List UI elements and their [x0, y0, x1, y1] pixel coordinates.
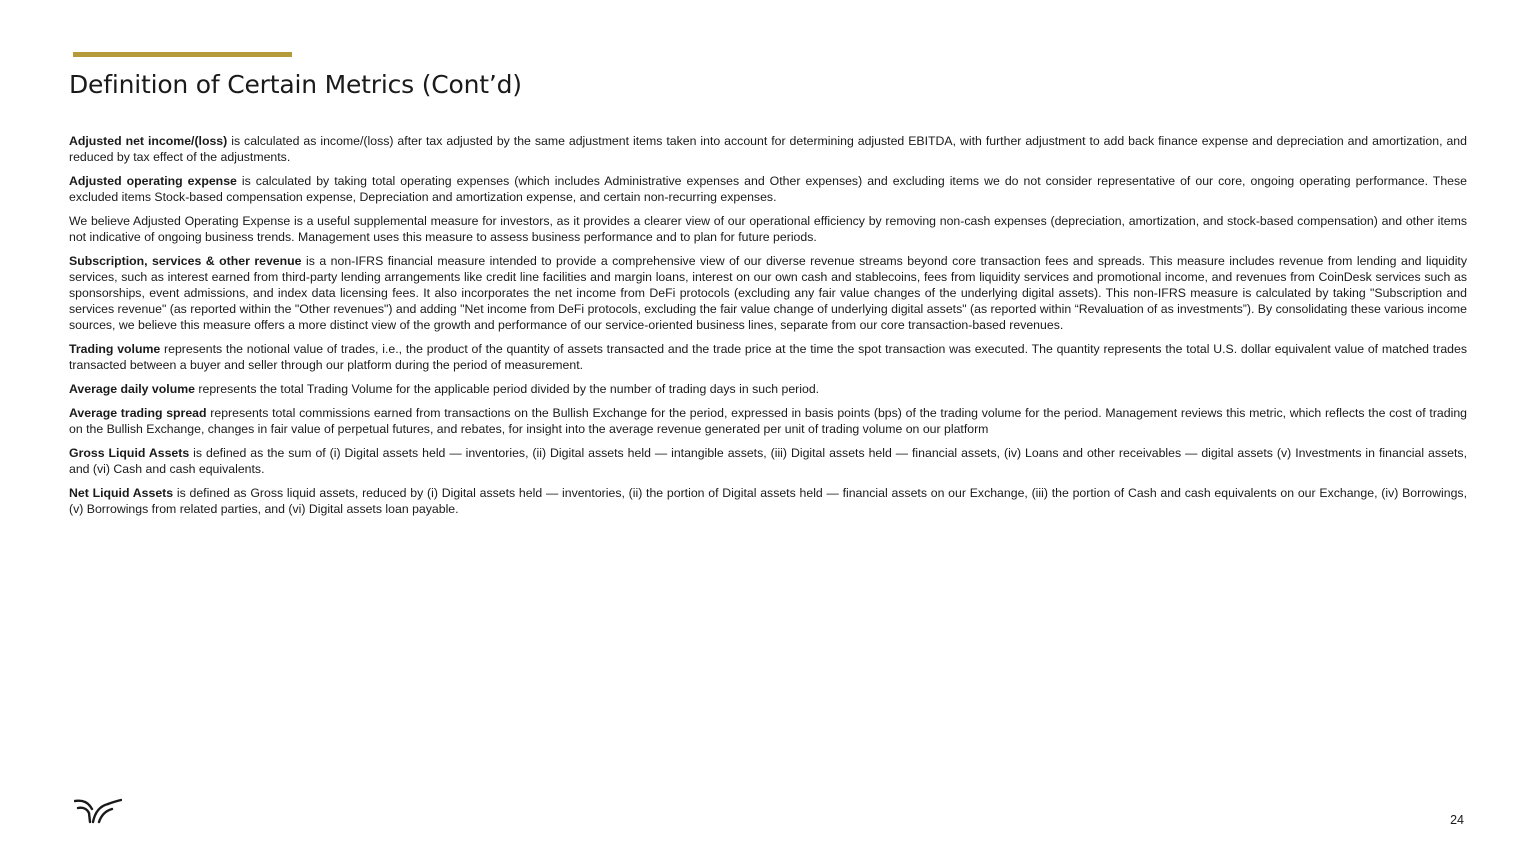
- definition-text: is calculated as income/(loss) after tax adjusted by the same adjustment items taken into account for determining adjusted EBITDA, with further adjustment to add back finance expense and depreciation and amortization, and reduced by tax effect of the adjustments.: [69, 134, 1467, 164]
- definition-term: Net Liquid Assets: [69, 486, 174, 500]
- definition-paragraph: [69, 445, 1467, 477]
- page-number: 24: [1450, 813, 1464, 827]
- definition-paragraph: [69, 341, 1467, 373]
- definition-term: Adjusted operating expense: [69, 174, 237, 188]
- definition-term: Trading volume: [69, 342, 161, 356]
- definition-text: is calculated by taking total operating expenses (which includes Administrative expenses and Other expenses) and excluding items we do not consider representative of our core, ongoing operating performance. These excluded items Stock-based compensation expense, Depreciation and amortization expense, and certain non-recurring expenses.: [69, 174, 1467, 204]
- definition-term: Average trading spread: [69, 406, 207, 420]
- definition-text: represents the notional value of trades, i.e., the product of the quantity of assets transacted and the trade price at the time the spot transaction was executed. The quantity represents the total U.S. dollar equivalent value of matched trades transacted between a buyer and seller through our platform during the period of measurement.: [69, 342, 1467, 372]
- page-title: Definition of Certain Metrics (Cont’d): [69, 70, 522, 99]
- definition-text: represents total commissions earned from transactions on the Bullish Exchange for the period, expressed in basis points (bps) of the trading volume for the period. Management reviews this metric, which reflects the cost of trading on the Bullish Exchange, changes in fair value of perpetual futures, and rebates, for insight into the average revenue generated per unit of trading volume on our platform: [69, 406, 1468, 436]
- title-accent-bar: [73, 52, 292, 57]
- definition-text: is a non-IFRS financial measure intended to provide a comprehensive view of our diverse revenue streams beyond core transaction fees and spreads. This measure includes revenue from lending and liquidity services, such as interest earned from third-party lending arrangements like credit line facilities and margin loans, interest on our own cash and stablecoins, fees from liquidity services and promotional income, and revenues from CoinDesk services such as sponsorships, event admissions, and index data licensing fees. It also incorporates the net income from DeFi protocols (excluding any fair value changes of the underlying digital assets). This non-IFRS measure is calculated by taking "Subscription and services revenue" (as reported within the "Other revenues") and adding "Net income from DeFi protocols, excluding the fair value change of underlying digital assets" (as reported within “Revaluation of as investments”). By consolidating these various income sources, we believe this measure offers a more distinct view of the growth and performance of our service-oriented business lines, separate from our core transaction-based revenues.: [69, 254, 1467, 332]
- definition-term: Adjusted net income/(loss): [69, 134, 228, 148]
- definition-paragraph: [69, 253, 1467, 333]
- definition-text: represents the total Trading Volume for the applicable period divided by the number of trading days in such period.: [194, 382, 820, 396]
- definition-paragraph: [69, 133, 1467, 165]
- definition-term: Subscription, services & other revenue: [69, 254, 302, 268]
- definitions-body: [69, 133, 1467, 525]
- bullish-logo-icon: [74, 798, 122, 824]
- definition-term: Gross Liquid Assets: [69, 446, 190, 460]
- definition-text: is defined as Gross liquid assets, reduced by (i) Digital assets held — inventories, (ii) the portion of Digital assets held — financial assets on our Exchange, (iii) the portion of Cash and cash equivalents on our Exchange, (iv) Borrowings, (v) Borrowings from related parties, and (vi) Digital assets loan payable.: [69, 486, 1467, 516]
- definition-paragraph: [69, 381, 1467, 397]
- definition-text: We believe Adjusted Operating Expense is a useful supplemental measure for investors, as it provides a clearer view of our operational efficiency by removing non-cash expenses (depreciation, amortization, and stock-based compensation) and other items not indicative of ongoing business trends. Management uses this measure to assess business performance and to plan for future periods.: [69, 214, 1467, 244]
- definition-paragraph: [69, 173, 1467, 205]
- definition-paragraph: [69, 213, 1467, 245]
- definition-paragraph: [69, 485, 1467, 517]
- definition-term: Average daily volume: [69, 382, 195, 396]
- definition-text: is defined as the sum of (i) Digital assets held — inventories, (ii) Digital assets held — intangible assets, (iii) Digital assets held — financial assets, (iv) Loans and other receivables — digital assets (v) Investments in financial assets, and (vi) Cash and cash equivalents.: [69, 446, 1467, 476]
- definition-paragraph: [69, 405, 1467, 437]
